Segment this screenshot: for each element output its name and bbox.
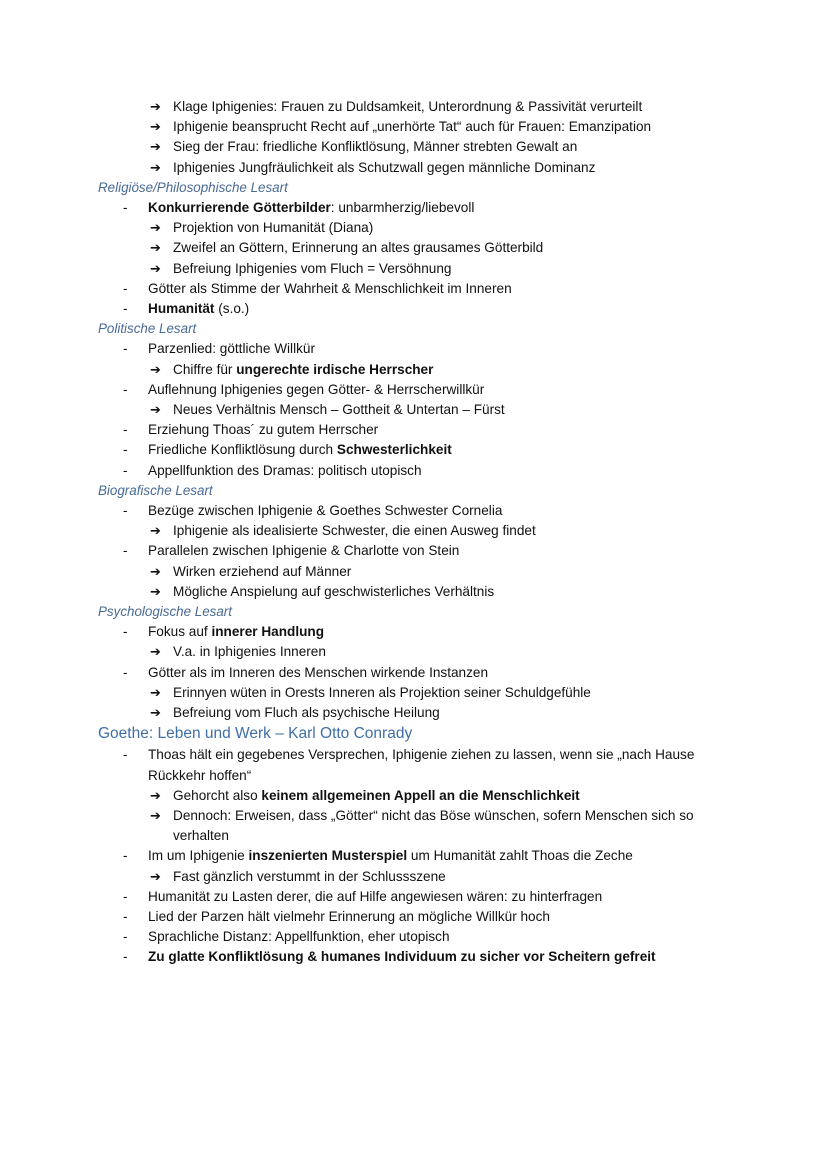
list-item: - Humanität (s.o.) <box>98 299 828 319</box>
dash-bullet: - <box>123 888 128 904</box>
list-item: - Lied der Parzen hält vielmehr Erinnerung an mögliche Willkür hoch <box>98 907 828 927</box>
arrow-icon: ➔ <box>150 139 161 155</box>
section-heading-psychological: Psychologische Lesart <box>98 604 232 620</box>
dash-bullet: - <box>123 664 128 680</box>
dash-bullet: - <box>123 848 128 864</box>
list-item: ➔ Sieg der Frau: friedliche Konfliktlösung, Männer strebten Gewalt an <box>98 137 828 157</box>
dash-bullet: - <box>123 341 128 357</box>
arrow-icon: ➔ <box>150 220 161 236</box>
list-item: - Friedliche Konfliktlösung durch Schwesterlichkeit <box>98 440 828 460</box>
dash-bullet: - <box>123 280 128 296</box>
dash-bullet: - <box>123 462 128 478</box>
list-item: - Humanität zu Lasten derer, die auf Hilfe angewiesen wären: zu hinterfragen <box>98 887 828 907</box>
dash-bullet: - <box>123 543 128 559</box>
arrow-icon: ➔ <box>150 563 161 579</box>
arrow-icon: ➔ <box>150 402 161 418</box>
list-item: ➔ Klage Iphigenies: Frauen zu Duldsamkeit, Unterordnung & Passivität verurteilt <box>98 97 828 117</box>
list-item: - Erziehung Thoas´ zu gutem Herrscher <box>98 420 828 440</box>
list-item: ➔ Neues Verhältnis Mensch – Gottheit & Untertan – Fürst <box>98 400 828 420</box>
dash-bullet: - <box>123 624 128 640</box>
list-item: - Götter als im Inneren des Menschen wirkende Instanzen <box>98 663 828 683</box>
arrow-icon: ➔ <box>150 868 161 884</box>
list-item: - Appellfunktion des Dramas: politisch utopisch <box>98 461 828 481</box>
section-heading-biographical: Biografische Lesart <box>98 482 213 498</box>
dash-bullet: - <box>123 200 128 216</box>
list-item: ➔ Projektion von Humanität (Diana) <box>98 218 828 238</box>
arrow-icon: ➔ <box>150 119 161 135</box>
list-item: - Parallelen zwischen Iphigenie & Charlotte von Stein <box>98 541 828 561</box>
list-item: ➔ Befreiung vom Fluch als psychische Heilung <box>98 703 828 723</box>
dash-bullet: - <box>123 929 128 945</box>
section-heading-religious: Religiöse/Philosophische Lesart <box>98 179 288 195</box>
list-item: ➔ V.a. in Iphigenies Inneren <box>98 642 828 662</box>
dash-bullet: - <box>123 381 128 397</box>
section-heading-political: Politische Lesart <box>98 321 197 337</box>
list-item: - Konkurrierende Götterbilder: unbarmherzig/liebevoll <box>98 198 828 218</box>
section-heading-conrady: Goethe: Leben und Werk – Karl Otto Conrady <box>98 725 413 743</box>
list-item: ➔ Wirken erziehend auf Männer <box>98 562 828 582</box>
dash-bullet: - <box>123 908 128 924</box>
dash-bullet: - <box>123 301 128 317</box>
arrow-icon: ➔ <box>150 684 161 700</box>
list-item: ➔ Mögliche Anspielung auf geschwisterliches Verhältnis <box>98 582 828 602</box>
list-item: ➔ Fast gänzlich verstummt in der Schlussszene <box>98 867 828 887</box>
list-item: - Parzenlied: göttliche Willkür <box>98 339 828 359</box>
arrow-icon: ➔ <box>150 705 161 721</box>
dash-bullet: - <box>123 747 128 763</box>
arrow-icon: ➔ <box>150 807 161 823</box>
dash-bullet: - <box>123 442 128 458</box>
arrow-icon: ➔ <box>150 787 161 803</box>
list-item: ➔ Dennoch: Erweisen, dass „Götter“ nicht das Böse wünschen, sofern Menschen sich so verhalten <box>150 807 694 844</box>
dash-bullet: - <box>123 422 128 438</box>
arrow-icon: ➔ <box>150 644 161 660</box>
list-item: ➔ Befreiung Iphigenies vom Fluch = Versöhnung <box>98 259 828 279</box>
arrow-icon: ➔ <box>150 583 161 599</box>
list-item: ➔ Iphigenie als idealisierte Schwester, die einen Ausweg findet <box>98 521 828 541</box>
list-item: - Fokus auf innerer Handlung <box>98 622 828 642</box>
list-item: ➔ Erinnyen wüten in Orests Inneren als Projektion seiner Schuldgefühle <box>98 683 828 703</box>
list-item: - Sprachliche Distanz: Appellfunktion, eher utopisch <box>98 927 828 947</box>
list-item: - Auflehnung Iphigenies gegen Götter- & Herrscherwillkür <box>98 380 828 400</box>
arrow-icon: ➔ <box>150 523 161 539</box>
arrow-icon: ➔ <box>150 99 161 114</box>
list-item: - Zu glatte Konfliktlösung & humanes Individuum zu sicher vor Scheitern gefreit <box>98 947 828 967</box>
list-item: - Bezüge zwischen Iphigenie & Goethes Schwester Cornelia <box>98 501 828 521</box>
arrow-icon: ➔ <box>150 159 161 175</box>
list-item: ➔ Chiffre für ungerechte irdische Herrscher <box>98 360 828 380</box>
list-item: - Götter als Stimme der Wahrheit & Menschlichkeit im Inneren <box>98 279 828 299</box>
list-item: ➔ Iphigenie beansprucht Recht auf „unerhörte Tat“ auch für Frauen: Emanzipation <box>98 117 828 137</box>
arrow-icon: ➔ <box>150 361 161 377</box>
list-item: ➔ Iphigenies Jungfräulichkeit als Schutzwall gegen männliche Dominanz <box>98 158 828 178</box>
list-item: - Im um Iphigenie inszenierten Musterspiel um Humanität zahlt Thoas die Zeche <box>98 846 828 866</box>
list-item: - Thoas hält ein gegebenes Versprechen, Iphigenie ziehen zu lassen, wenn sie „nach Hause Rückkehr hoffen“ <box>123 747 695 783</box>
arrow-icon: ➔ <box>150 240 161 256</box>
arrow-icon: ➔ <box>150 260 161 276</box>
dash-bullet: - <box>123 503 128 519</box>
dash-bullet: - <box>123 949 128 965</box>
list-item: ➔ Gehorcht also keinem allgemeinen Appell an die Menschlichkeit <box>98 786 828 806</box>
list-item: ➔ Zweifel an Göttern, Erinnerung an altes grausames Götterbild <box>98 238 828 258</box>
